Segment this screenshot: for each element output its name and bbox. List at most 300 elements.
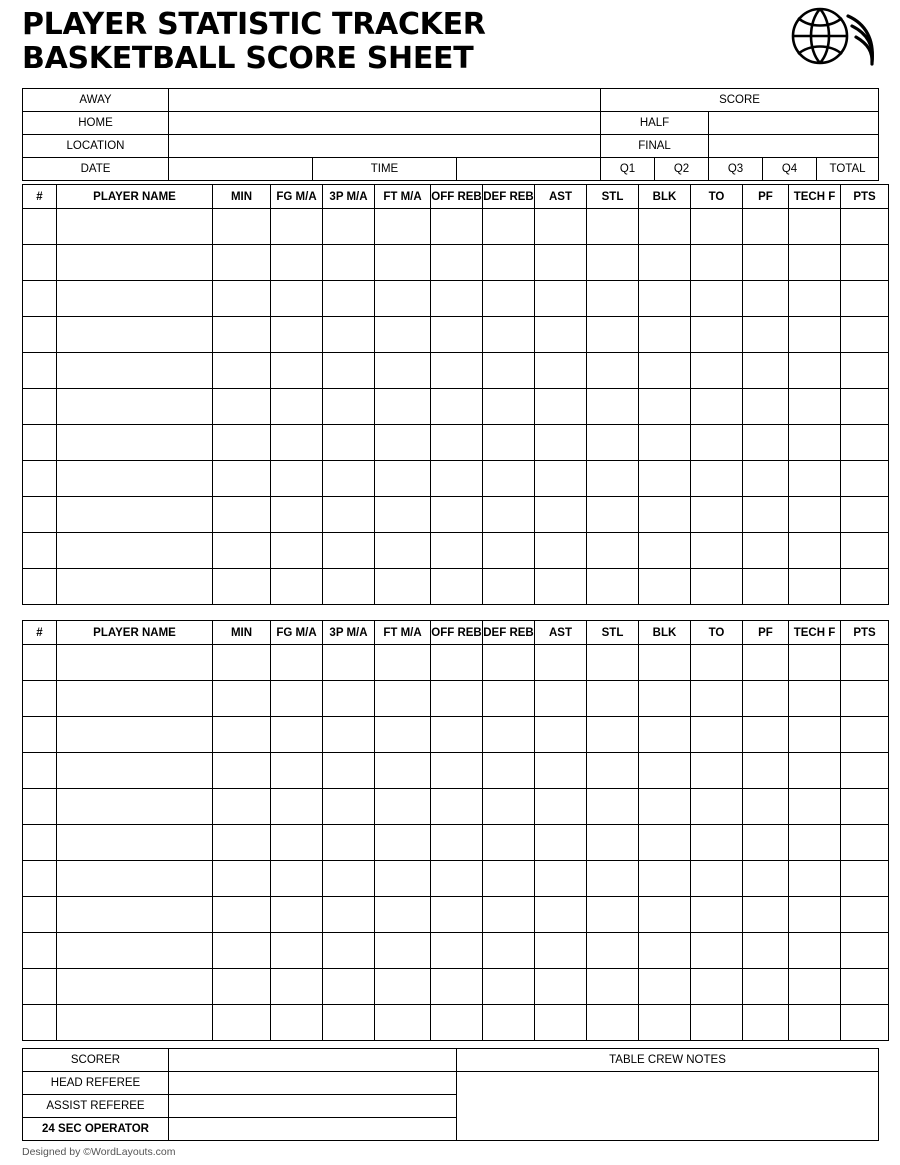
stat-cell[interactable] [375,717,431,753]
stat-cell[interactable] [535,317,587,353]
stat-cell[interactable] [639,461,691,497]
stat-cell[interactable] [375,569,431,605]
stat-cell[interactable] [323,789,375,825]
stat-cell[interactable] [483,497,535,533]
stat-cell[interactable] [271,569,323,605]
stat-cell[interactable] [483,825,535,861]
stat-cell[interactable] [535,825,587,861]
stat-cell[interactable] [23,497,57,533]
stat-cell[interactable] [691,389,743,425]
stat-cell[interactable] [535,245,587,281]
stat-cell[interactable] [323,245,375,281]
stat-cell[interactable] [431,645,483,681]
stat-cell[interactable] [639,933,691,969]
stat-cell[interactable] [431,717,483,753]
stat-cell[interactable] [271,753,323,789]
stat-cell[interactable] [587,569,639,605]
stat-cell[interactable] [213,497,271,533]
stat-cell[interactable] [57,969,213,1005]
table-crew-notes-input[interactable] [457,1072,879,1141]
stat-cell[interactable] [535,209,587,245]
stat-cell[interactable] [431,389,483,425]
stat-cell[interactable] [587,753,639,789]
stat-cell[interactable] [841,753,889,789]
stat-cell[interactable] [841,209,889,245]
stat-cell[interactable] [691,461,743,497]
stat-cell[interactable] [841,569,889,605]
stat-cell[interactable] [639,533,691,569]
stat-cell[interactable] [535,789,587,825]
stat-cell[interactable] [323,353,375,389]
stat-cell[interactable] [431,569,483,605]
stat-cell[interactable] [323,497,375,533]
stat-cell[interactable] [587,933,639,969]
stat-cell[interactable] [431,317,483,353]
stat-cell[interactable] [639,645,691,681]
stat-cell[interactable] [483,933,535,969]
stat-cell[interactable] [743,897,789,933]
stat-cell[interactable] [323,969,375,1005]
stat-cell[interactable] [691,245,743,281]
stat-cell[interactable] [431,825,483,861]
stat-cell[interactable] [789,281,841,317]
stat-cell[interactable] [57,209,213,245]
stat-cell[interactable] [743,789,789,825]
credit-site[interactable]: ©WordLayouts.com [83,1146,176,1158]
stat-cell[interactable] [431,245,483,281]
stat-cell[interactable] [691,425,743,461]
stat-cell[interactable] [375,317,431,353]
stat-cell[interactable] [271,209,323,245]
stat-cell[interactable] [743,861,789,897]
stat-cell[interactable] [483,353,535,389]
location-input[interactable] [169,135,601,158]
stat-cell[interactable] [841,281,889,317]
stat-cell[interactable] [271,461,323,497]
stat-cell[interactable] [271,825,323,861]
stat-cell[interactable] [375,425,431,461]
stat-cell[interactable] [789,753,841,789]
stat-cell[interactable] [323,317,375,353]
stat-cell[interactable] [23,425,57,461]
stat-cell[interactable] [323,209,375,245]
stat-cell[interactable] [691,569,743,605]
half-input[interactable] [709,112,879,135]
stat-cell[interactable] [213,425,271,461]
stat-cell[interactable] [271,933,323,969]
stat-cell[interactable] [323,569,375,605]
stat-cell[interactable] [23,789,57,825]
stat-cell[interactable] [57,789,213,825]
stat-cell[interactable] [57,317,213,353]
stat-cell[interactable] [23,825,57,861]
stat-cell[interactable] [789,933,841,969]
head-referee-input[interactable] [169,1072,457,1095]
stat-cell[interactable] [535,281,587,317]
stat-cell[interactable] [271,1005,323,1041]
stat-cell[interactable] [483,717,535,753]
stat-cell[interactable] [213,897,271,933]
stat-cell[interactable] [213,1005,271,1041]
stat-cell[interactable] [323,681,375,717]
stat-cell[interactable] [639,681,691,717]
stat-cell[interactable] [323,389,375,425]
stat-cell[interactable] [213,389,271,425]
stat-cell[interactable] [587,717,639,753]
stat-cell[interactable] [57,245,213,281]
stat-cell[interactable] [57,497,213,533]
stat-cell[interactable] [483,789,535,825]
stat-cell[interactable] [375,825,431,861]
stat-cell[interactable] [57,281,213,317]
date-input[interactable] [169,158,313,181]
stat-cell[interactable] [841,933,889,969]
stat-cell[interactable] [23,645,57,681]
stat-cell[interactable] [213,825,271,861]
stat-cell[interactable] [639,969,691,1005]
stat-cell[interactable] [587,497,639,533]
stat-cell[interactable] [271,245,323,281]
stat-cell[interactable] [639,389,691,425]
stat-cell[interactable] [639,497,691,533]
stat-cell[interactable] [57,569,213,605]
stat-cell[interactable] [587,681,639,717]
scorer-input[interactable] [169,1049,457,1072]
stat-cell[interactable] [587,1005,639,1041]
stat-cell[interactable] [483,569,535,605]
stat-cell[interactable] [57,861,213,897]
stat-cell[interactable] [431,533,483,569]
stat-cell[interactable] [743,245,789,281]
stat-cell[interactable] [743,497,789,533]
stat-cell[interactable] [213,681,271,717]
stat-cell[interactable] [841,717,889,753]
stat-cell[interactable] [691,317,743,353]
stat-cell[interactable] [535,425,587,461]
stat-cell[interactable] [841,969,889,1005]
stat-cell[interactable] [841,789,889,825]
stat-cell[interactable] [213,645,271,681]
stat-cell[interactable] [691,209,743,245]
stat-cell[interactable] [743,753,789,789]
stat-cell[interactable] [431,461,483,497]
stat-cell[interactable] [23,317,57,353]
stat-cell[interactable] [213,717,271,753]
stat-cell[interactable] [789,533,841,569]
stat-cell[interactable] [23,753,57,789]
stat-cell[interactable] [789,245,841,281]
stat-cell[interactable] [431,209,483,245]
time-input[interactable] [457,158,601,181]
stat-cell[interactable] [23,209,57,245]
stat-cell[interactable] [587,969,639,1005]
stat-cell[interactable] [587,861,639,897]
stat-cell[interactable] [535,461,587,497]
stat-cell[interactable] [743,425,789,461]
stat-cell[interactable] [789,569,841,605]
stat-cell[interactable] [323,1005,375,1041]
stat-cell[interactable] [57,933,213,969]
stat-cell[interactable] [587,461,639,497]
stat-cell[interactable] [789,353,841,389]
stat-cell[interactable] [789,645,841,681]
stat-cell[interactable] [213,569,271,605]
stat-cell[interactable] [213,933,271,969]
stat-cell[interactable] [57,461,213,497]
stat-cell[interactable] [375,389,431,425]
stat-cell[interactable] [789,461,841,497]
stat-cell[interactable] [535,753,587,789]
stat-cell[interactable] [691,533,743,569]
stat-cell[interactable] [743,317,789,353]
stat-cell[interactable] [743,717,789,753]
stat-cell[interactable] [483,461,535,497]
stat-cell[interactable] [213,533,271,569]
stat-cell[interactable] [841,245,889,281]
stat-cell[interactable] [587,425,639,461]
stat-cell[interactable] [271,789,323,825]
stat-cell[interactable] [23,717,57,753]
stat-cell[interactable] [639,245,691,281]
stat-cell[interactable] [743,569,789,605]
stat-cell[interactable] [431,281,483,317]
stat-cell[interactable] [323,645,375,681]
stat-cell[interactable] [691,281,743,317]
stat-cell[interactable] [431,861,483,897]
stat-cell[interactable] [743,209,789,245]
stat-cell[interactable] [57,353,213,389]
stat-cell[interactable] [743,645,789,681]
stat-cell[interactable] [639,569,691,605]
stat-cell[interactable] [483,1005,535,1041]
stat-cell[interactable] [375,497,431,533]
stat-cell[interactable] [375,861,431,897]
stat-cell[interactable] [375,353,431,389]
stat-cell[interactable] [375,209,431,245]
stat-cell[interactable] [375,281,431,317]
stat-cell[interactable] [323,717,375,753]
stat-cell[interactable] [841,497,889,533]
stat-cell[interactable] [375,789,431,825]
stat-cell[interactable] [691,789,743,825]
stat-cell[interactable] [323,533,375,569]
stat-cell[interactable] [639,317,691,353]
stat-cell[interactable] [23,569,57,605]
stat-cell[interactable] [535,861,587,897]
stat-cell[interactable] [841,353,889,389]
stat-cell[interactable] [57,897,213,933]
stat-cell[interactable] [841,317,889,353]
stat-cell[interactable] [23,1005,57,1041]
stat-cell[interactable] [639,425,691,461]
stat-cell[interactable] [431,789,483,825]
stat-cell[interactable] [213,461,271,497]
stat-cell[interactable] [57,717,213,753]
stat-cell[interactable] [743,461,789,497]
stat-cell[interactable] [23,533,57,569]
stat-cell[interactable] [23,861,57,897]
stat-cell[interactable] [375,753,431,789]
stat-cell[interactable] [213,753,271,789]
stat-cell[interactable] [271,645,323,681]
stat-cell[interactable] [789,717,841,753]
stat-cell[interactable] [535,389,587,425]
stat-cell[interactable] [57,389,213,425]
stat-cell[interactable] [271,389,323,425]
assist-referee-input[interactable] [169,1095,457,1118]
stat-cell[interactable] [271,681,323,717]
stat-cell[interactable] [483,317,535,353]
stat-cell[interactable] [483,753,535,789]
stat-cell[interactable] [639,353,691,389]
stat-cell[interactable] [375,645,431,681]
stat-cell[interactable] [639,789,691,825]
stat-cell[interactable] [323,281,375,317]
stat-cell[interactable] [789,425,841,461]
stat-cell[interactable] [57,645,213,681]
stat-cell[interactable] [213,317,271,353]
sec-operator-input[interactable] [169,1118,457,1141]
stat-cell[interactable] [841,1005,889,1041]
stat-cell[interactable] [691,497,743,533]
stat-cell[interactable] [483,897,535,933]
stat-cell[interactable] [323,933,375,969]
stat-cell[interactable] [483,533,535,569]
stat-cell[interactable] [23,461,57,497]
stat-cell[interactable] [639,717,691,753]
stat-cell[interactable] [535,717,587,753]
stat-cell[interactable] [271,281,323,317]
stat-cell[interactable] [639,1005,691,1041]
stat-cell[interactable] [587,245,639,281]
stat-cell[interactable] [431,897,483,933]
stat-cell[interactable] [483,425,535,461]
stat-cell[interactable] [691,717,743,753]
stat-cell[interactable] [483,969,535,1005]
stat-cell[interactable] [271,317,323,353]
stat-cell[interactable] [483,861,535,897]
stat-cell[interactable] [323,825,375,861]
stat-cell[interactable] [375,461,431,497]
stat-cell[interactable] [23,681,57,717]
stat-cell[interactable] [691,1005,743,1041]
stat-cell[interactable] [271,353,323,389]
stat-cell[interactable] [213,245,271,281]
stat-cell[interactable] [691,897,743,933]
stat-cell[interactable] [431,969,483,1005]
stat-cell[interactable] [743,353,789,389]
stat-cell[interactable] [213,281,271,317]
stat-cell[interactable] [535,1005,587,1041]
stat-cell[interactable] [587,353,639,389]
stat-cell[interactable] [789,789,841,825]
final-input[interactable] [709,135,879,158]
stat-cell[interactable] [57,425,213,461]
stat-cell[interactable] [535,645,587,681]
stat-cell[interactable] [483,281,535,317]
stat-cell[interactable] [271,497,323,533]
stat-cell[interactable] [483,209,535,245]
stat-cell[interactable] [789,681,841,717]
stat-cell[interactable] [323,425,375,461]
stat-cell[interactable] [535,969,587,1005]
stat-cell[interactable] [841,825,889,861]
stat-cell[interactable] [431,681,483,717]
stat-cell[interactable] [271,425,323,461]
stat-cell[interactable] [57,533,213,569]
stat-cell[interactable] [691,645,743,681]
stat-cell[interactable] [743,281,789,317]
stat-cell[interactable] [743,681,789,717]
stat-cell[interactable] [23,353,57,389]
stat-cell[interactable] [213,209,271,245]
stat-cell[interactable] [841,681,889,717]
stat-cell[interactable] [431,933,483,969]
stat-cell[interactable] [743,533,789,569]
stat-cell[interactable] [323,897,375,933]
stat-cell[interactable] [587,317,639,353]
away-input[interactable] [169,89,601,112]
stat-cell[interactable] [271,861,323,897]
stat-cell[interactable] [743,969,789,1005]
stat-cell[interactable] [535,533,587,569]
stat-cell[interactable] [587,645,639,681]
stat-cell[interactable] [375,933,431,969]
stat-cell[interactable] [323,461,375,497]
stat-cell[interactable] [375,969,431,1005]
stat-cell[interactable] [271,533,323,569]
stat-cell[interactable] [789,317,841,353]
stat-cell[interactable] [483,645,535,681]
stat-cell[interactable] [483,681,535,717]
stat-cell[interactable] [431,1005,483,1041]
stat-cell[interactable] [639,897,691,933]
stat-cell[interactable] [789,861,841,897]
stat-cell[interactable] [535,353,587,389]
stat-cell[interactable] [57,825,213,861]
stat-cell[interactable] [431,425,483,461]
stat-cell[interactable] [587,389,639,425]
stat-cell[interactable] [375,897,431,933]
stat-cell[interactable] [691,681,743,717]
stat-cell[interactable] [535,897,587,933]
stat-cell[interactable] [841,645,889,681]
stat-cell[interactable] [375,533,431,569]
stat-cell[interactable] [587,789,639,825]
stat-cell[interactable] [841,861,889,897]
stat-cell[interactable] [375,245,431,281]
stat-cell[interactable] [789,497,841,533]
stat-cell[interactable] [691,825,743,861]
stat-cell[interactable] [323,753,375,789]
stat-cell[interactable] [789,1005,841,1041]
stat-cell[interactable] [841,897,889,933]
stat-cell[interactable] [271,969,323,1005]
stat-cell[interactable] [23,281,57,317]
stat-cell[interactable] [789,825,841,861]
stat-cell[interactable] [841,533,889,569]
stat-cell[interactable] [841,425,889,461]
stat-cell[interactable] [587,897,639,933]
stat-cell[interactable] [23,969,57,1005]
stat-cell[interactable] [271,717,323,753]
stat-cell[interactable] [57,753,213,789]
stat-cell[interactable] [743,1005,789,1041]
home-input[interactable] [169,112,601,135]
stat-cell[interactable] [639,753,691,789]
stat-cell[interactable] [639,281,691,317]
stat-cell[interactable] [535,933,587,969]
